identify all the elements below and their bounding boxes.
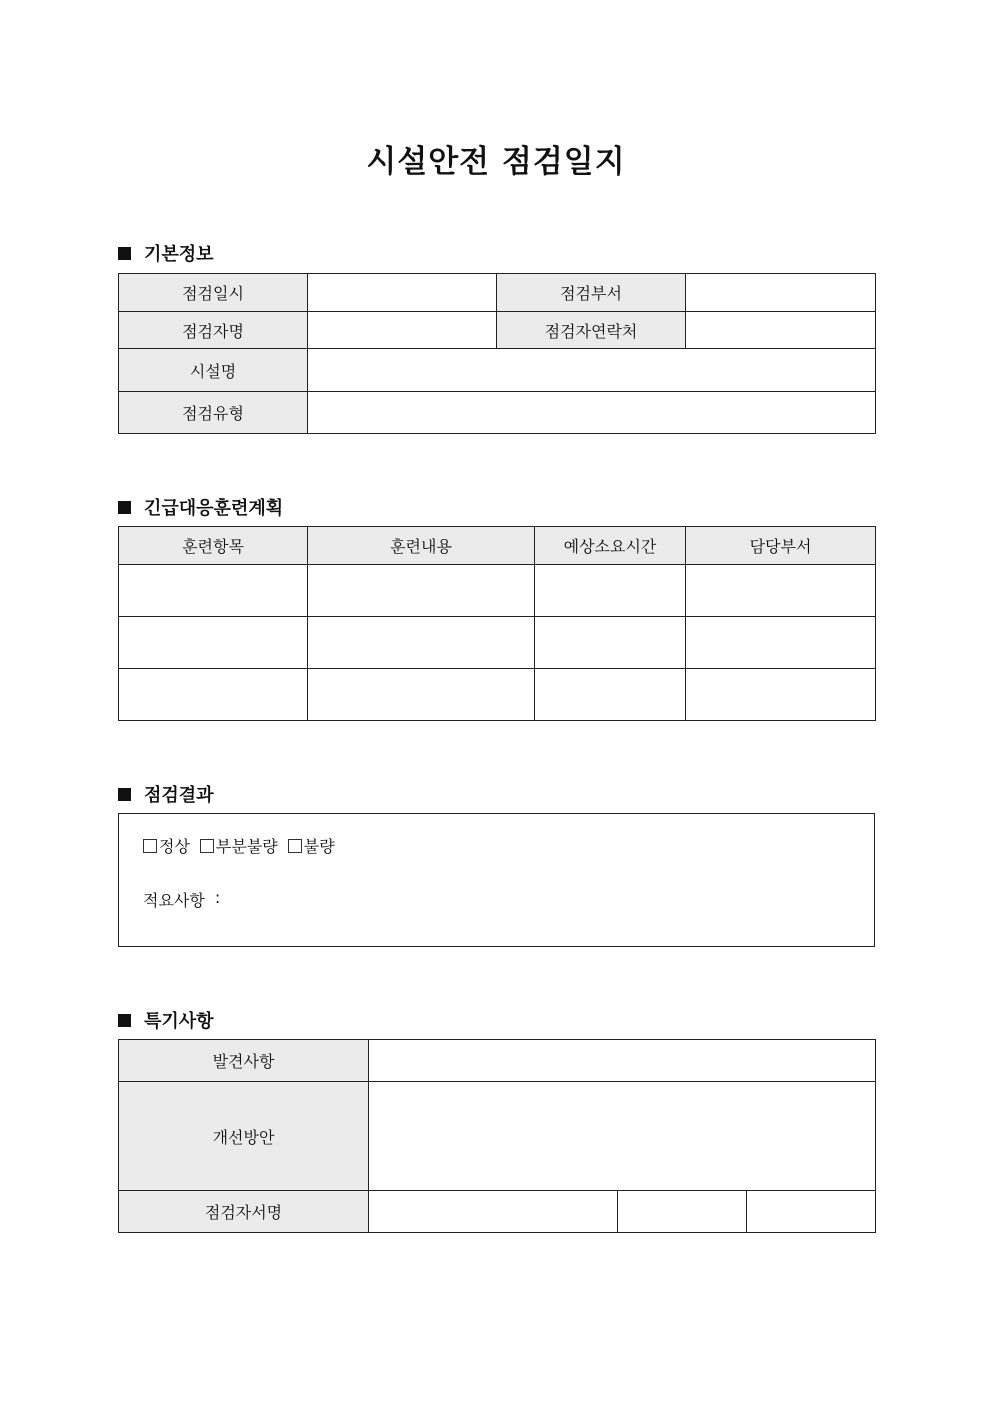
option-normal-label: 정상: [159, 837, 190, 856]
column-header: 훈련내용: [308, 527, 535, 565]
findings-field[interactable]: [369, 1040, 876, 1082]
signature-date-field[interactable]: [747, 1191, 876, 1233]
table-cell[interactable]: [535, 565, 686, 617]
result-options: [143, 834, 345, 857]
option-defect[interactable]: [288, 834, 335, 857]
table-cell[interactable]: [686, 617, 876, 669]
table-cell[interactable]: [119, 565, 308, 617]
inspection-datetime-label: 점검일시: [119, 274, 308, 312]
facility-name-field[interactable]: [308, 349, 876, 392]
table-row: [119, 617, 876, 669]
table-cell[interactable]: [535, 669, 686, 721]
section-remarks-title: [118, 1007, 214, 1033]
findings-label: 발견사항: [119, 1040, 369, 1082]
option-defect-label: 불량: [303, 837, 335, 856]
table-cell[interactable]: [686, 669, 876, 721]
inspection-dept-field[interactable]: [686, 274, 876, 312]
inspector-name-field[interactable]: [308, 312, 497, 349]
option-partial-defect-label: 부분불량: [215, 837, 278, 856]
column-header: 담당부서: [686, 527, 876, 565]
section-training-plan-label: 긴급대응훈련계획: [144, 498, 284, 519]
square-bullet-icon: [118, 501, 131, 514]
table-row: [119, 565, 876, 617]
table-row: [119, 669, 876, 721]
option-partial-defect[interactable]: [200, 834, 278, 857]
table-cell[interactable]: [308, 669, 535, 721]
inspection-type-label: 점검유형: [119, 392, 308, 434]
section-remarks-label: 특기사항: [144, 1011, 214, 1032]
table-cell[interactable]: [119, 617, 308, 669]
section-basic-info-label: 기본정보: [144, 244, 214, 265]
table-cell[interactable]: [535, 617, 686, 669]
signature-label: 점검자서명: [119, 1191, 369, 1233]
signature-field[interactable]: [618, 1191, 747, 1233]
checkbox-normal[interactable]: [143, 839, 157, 853]
inspection-type-field[interactable]: [308, 392, 876, 434]
table-cell[interactable]: [119, 669, 308, 721]
square-bullet-icon: [118, 788, 131, 801]
table-cell[interactable]: [308, 565, 535, 617]
option-normal[interactable]: [143, 834, 190, 857]
basic-info-table: [118, 273, 876, 434]
page-title: 시설안전 점검일지: [366, 144, 626, 180]
section-result-title: [118, 781, 214, 807]
checkbox-partial-defect[interactable]: [200, 839, 214, 853]
section-result-label: 점검결과: [144, 785, 214, 806]
table-cell[interactable]: [686, 565, 876, 617]
inspector-contact-field[interactable]: [686, 312, 876, 349]
column-header: 예상소요시간: [535, 527, 686, 565]
table-cell[interactable]: [308, 617, 535, 669]
improvement-label: 개선방안: [119, 1082, 369, 1191]
facility-name-label: 시설명: [119, 349, 308, 392]
inspection-datetime-field[interactable]: [308, 274, 497, 312]
inspector-name-label: 점검자명: [119, 312, 308, 349]
square-bullet-icon: [118, 1014, 131, 1027]
inspector-contact-label: 점검자연락처: [497, 312, 686, 349]
signature-name-field[interactable]: [369, 1191, 618, 1233]
training-plan-table: [118, 526, 876, 721]
inspection-dept-label: 점검부서: [497, 274, 686, 312]
improvement-field[interactable]: [369, 1082, 876, 1191]
summary-line: [143, 888, 220, 911]
column-header: 훈련항목: [119, 527, 308, 565]
summary-label: 적요사항: [143, 891, 205, 910]
section-basic-info-title: [118, 240, 214, 266]
section-training-plan-title: [118, 494, 283, 520]
checkbox-defect[interactable]: [288, 839, 302, 853]
summary-colon: :: [214, 888, 221, 907]
inspection-result-box: [118, 813, 875, 947]
remarks-table: [118, 1039, 876, 1233]
square-bullet-icon: [118, 247, 131, 260]
